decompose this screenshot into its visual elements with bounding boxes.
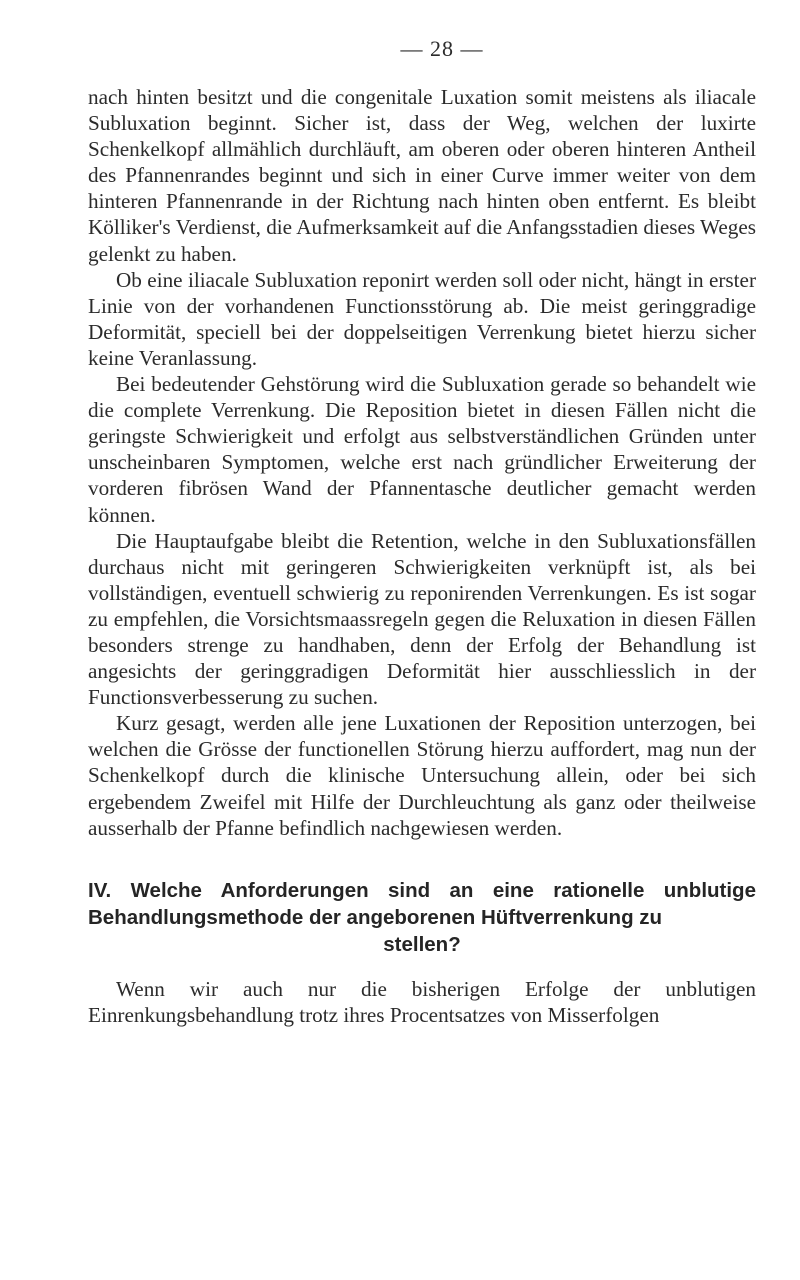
paragraph-6: Wenn wir auch nur die bisherigen Erfolge der unblutigen Einrenkungsbehandlung trotz ihres Procentsatzes von Misserfolgen xyxy=(88,976,756,1027)
body-text-continued xyxy=(88,976,756,1028)
section-heading-line-1: IV. Welche Anforderungen sind an eine rationelle unblutige Behandlungsmethode der angeborenen Hüftverrenkung zu xyxy=(88,878,756,929)
paragraph-3: Bei bedeutender Gehstörung wird die Subluxation gerade so behandelt wie die complete Verrenkung. Die Reposition bietet in diesen Fällen nicht die geringste Schwierigkeit und erfolgt aus selbstverständlichen Gründen unter unscheinbaren Symptomen, welche erst nach gründlicher Erweiterung der vorderen fibrösen Wand der Pfannentasche deutlicher gemacht werden können. xyxy=(88,372,756,527)
body-text xyxy=(88,84,756,841)
paragraph-1: nach hinten besitzt und die congenitale Luxation somit meistens als iliacale Subluxation beginnt. Sicher ist, dass der Weg, welchen der luxirte Schenkelkopf allmählich durchläuft, am oberen oder oberen hinteren Antheil des Pfannenrandes beginnt und sich in einer Curve immer weiter von dem hinteren Pfannenrande in der Richtung nach hinten oben entfernt. Es bleibt Kölliker's Verdienst, die Aufmerksamkeit auf die Anfangsstadien dieses Weges gelenkt zu haben. xyxy=(88,85,756,266)
paragraph-2: Ob eine iliacale Subluxation reponirt werden soll oder nicht, hängt in erster Linie von der vorhandenen Functionsstörung ab. Die meist geringgradige Deformität, speciell bei der doppelseitigen Verrenkung bietet hierzu sicher keine Veranlassung. xyxy=(88,267,756,370)
document-page xyxy=(88,36,756,1028)
section-heading xyxy=(88,877,756,958)
section-heading-line-2: stellen? xyxy=(383,932,461,956)
paragraph-5: Kurz gesagt, werden alle jene Luxationen der Reposition unterzogen, bei welchen die Grösse der functionellen Störung hierzu auffordert, mag nun der Schenkelkopf durch die klinische Untersuchung allein, oder bei sich ergebendem Zweifel mit Hilfe der Durchleuchtung als ganz oder theilweise ausserhalb der Pfanne befindlich nachgewiesen werden. xyxy=(88,711,756,840)
page-number: — 28 — xyxy=(400,36,484,61)
paragraph-4: Die Hauptaufgabe bleibt die Retention, welche in den Subluxationsfällen durchaus nicht mit geringeren Schwierigkeiten verknüpft ist, als bei vollständigen, eventuell schwierig zu reponirenden Verrenkungen. Es ist sogar zu empfehlen, die Vorsichtsmaassregeln gegen die Reluxation in diesen Fällen besonders strenge zu handhaben, denn der Erfolg der Behandlung ist angesichts der geringgradigen Deformität hier ausschliesslich in der Functionsverbesserung zu suchen. xyxy=(88,528,756,710)
